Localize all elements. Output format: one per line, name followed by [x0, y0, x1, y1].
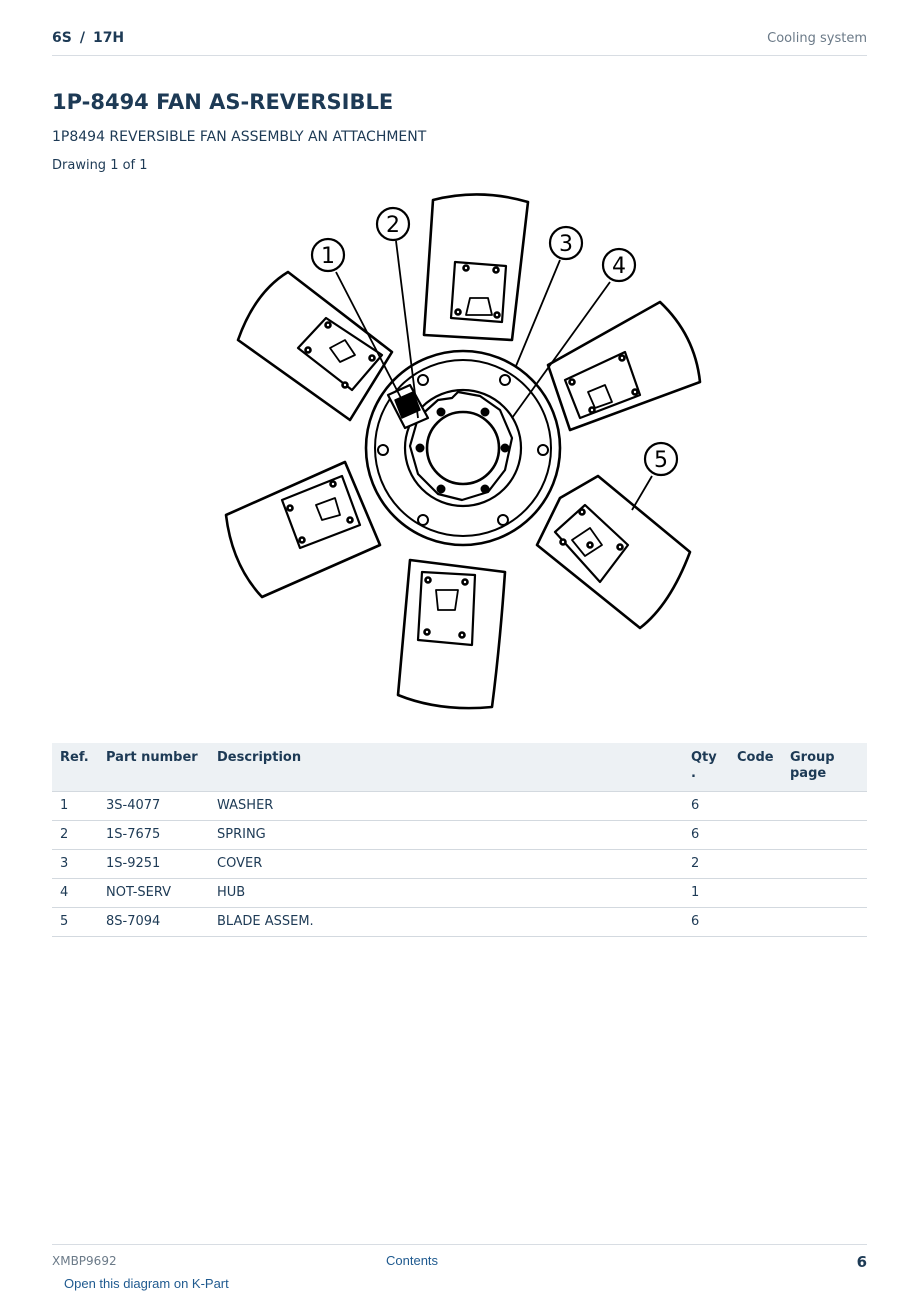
page-subtitle: 1P8494 REVERSIBLE FAN ASSEMBLY AN ATTACHMENT [52, 129, 427, 145]
model-label: 6S [52, 30, 72, 46]
col-part-number: Part number [98, 743, 209, 792]
callout-label-3: 3 [559, 232, 573, 257]
cell-part-number: 3S-4077 [98, 792, 209, 821]
table-header-row [52, 743, 867, 792]
drawing-label: Drawing 1 of 1 [52, 158, 148, 173]
callout-5 [645, 443, 677, 475]
cell-code [729, 879, 782, 908]
cell-ref: 2 [52, 821, 98, 850]
cell-qty: 6 [683, 821, 729, 850]
serial-label: 17H [92, 30, 125, 46]
col-ref: Ref. [52, 743, 98, 792]
callout-1 [312, 239, 344, 271]
page-footer [52, 1244, 867, 1275]
breadcrumb [52, 30, 124, 46]
cell-group-page [782, 792, 867, 821]
table-row [52, 821, 867, 850]
cell-description: COVER [209, 850, 683, 879]
cell-group-page [782, 908, 867, 937]
callout-4 [603, 249, 635, 281]
col-group-top: Group [790, 750, 835, 765]
section-label: Cooling system [767, 31, 867, 46]
table-row [52, 879, 867, 908]
blade-bottom [398, 560, 505, 708]
callout-label-5: 5 [654, 448, 668, 473]
cell-qty: 1 [683, 879, 729, 908]
cell-code [729, 850, 782, 879]
col-qty-bottom: . [691, 766, 696, 781]
page-number: 6 [856, 1253, 867, 1271]
table-row [52, 792, 867, 821]
cell-part-number: 1S-7675 [98, 821, 209, 850]
col-qty-top: Qty [691, 750, 717, 765]
hub-bore [427, 412, 499, 484]
blade-upper-right [548, 302, 700, 430]
cell-part-number: 1S-9251 [98, 850, 209, 879]
table-row [52, 850, 867, 879]
callout-label-4: 4 [612, 254, 626, 279]
callout-label-1: 1 [321, 244, 335, 269]
cell-code [729, 792, 782, 821]
parts-table [52, 743, 867, 937]
cell-code [729, 908, 782, 937]
col-group-page [782, 743, 867, 792]
cell-part-number: NOT-SERV [98, 879, 209, 908]
blade-lower-left [226, 462, 380, 597]
contents-link[interactable]: Contents [386, 1253, 439, 1268]
cell-group-page [782, 850, 867, 879]
breadcrumb-separator: / [79, 30, 85, 46]
cell-ref: 1 [52, 792, 98, 821]
cell-description: HUB [209, 879, 683, 908]
cell-ref: 5 [52, 908, 98, 937]
document-id: XMBP9692 [52, 1254, 117, 1268]
page-title: 1P-8494 FAN AS-REVERSIBLE [52, 90, 394, 114]
blade-lower-right [537, 476, 690, 628]
col-description: Description [209, 743, 683, 792]
col-qty [683, 743, 729, 792]
cell-ref: 3 [52, 850, 98, 879]
col-code: Code [729, 743, 782, 792]
blade-upper-left [238, 272, 392, 420]
cell-qty: 2 [683, 850, 729, 879]
kpart-link[interactable]: Open this diagram on K-Part [64, 1276, 229, 1291]
cell-description: WASHER [209, 792, 683, 821]
callout-label-2: 2 [386, 213, 400, 238]
callout-3 [550, 227, 582, 259]
col-group-bottom: page [790, 766, 827, 781]
cell-group-page [782, 879, 867, 908]
blade-top [424, 194, 528, 340]
cell-code [729, 821, 782, 850]
cell-qty: 6 [683, 792, 729, 821]
callout-2 [377, 208, 409, 240]
page-header [52, 28, 867, 56]
fan-diagram [215, 185, 715, 720]
cell-description: SPRING [209, 821, 683, 850]
cell-ref: 4 [52, 879, 98, 908]
cell-part-number: 8S-7094 [98, 908, 209, 937]
table-row [52, 908, 867, 937]
cell-qty: 6 [683, 908, 729, 937]
cell-group-page [782, 821, 867, 850]
cell-description: BLADE ASSEM. [209, 908, 683, 937]
